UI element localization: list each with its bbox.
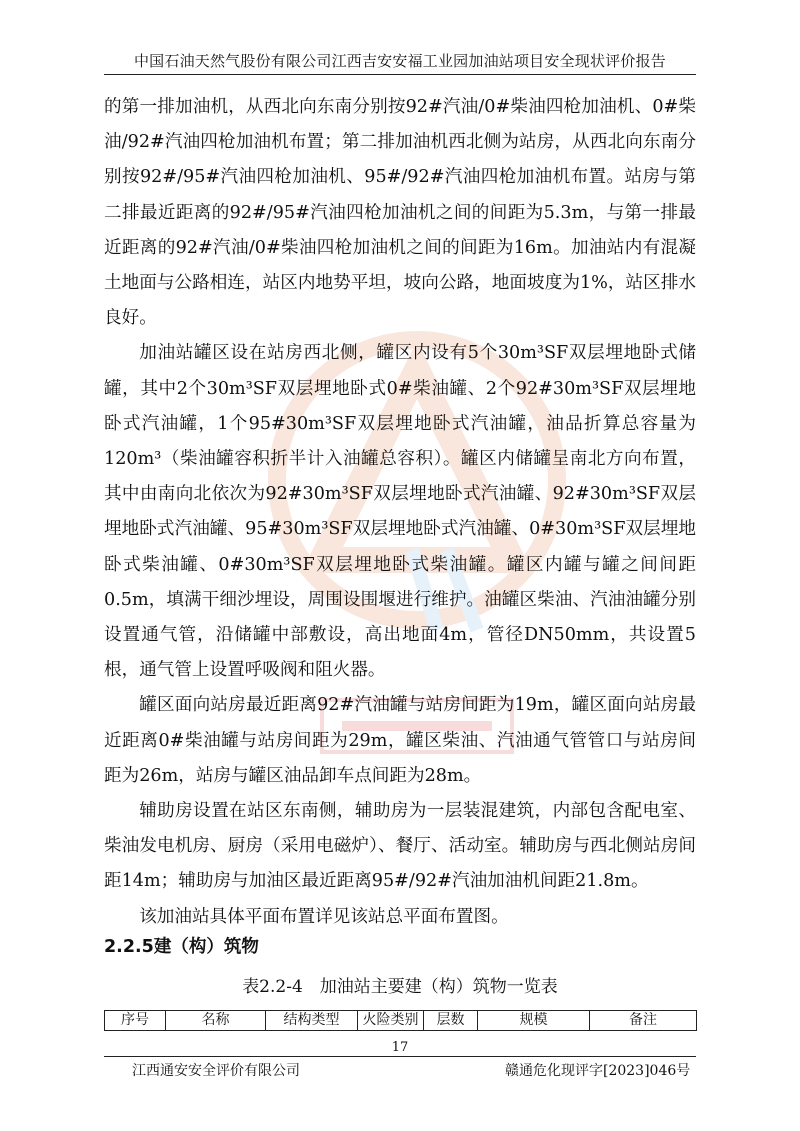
paragraph-tank-distances: 罐区面向站房最近距离92#汽油罐与站房间距为19m，罐区面向站房最近距离0#柴油罐与站房间距为29m，罐区柴油、汽油通气管管口与站房间距为26m，站房与罐区油品卸车点间距为28m。 bbox=[104, 695, 696, 786]
column-header: 结构类型 bbox=[266, 1011, 358, 1031]
body-text bbox=[104, 90, 696, 935]
paragraph-tank-area: 加油站罐区设在站房西北侧，罐区内设有5个30m³SF双层埋地卧式储罐，其中2个30m³SF双层埋地卧式0#柴油罐、2个92#30m³SF双层埋地卧式汽油罐，1个95#30m³SF双层埋地卧式汽油罐，油品折算总容量为120m³（柴油罐容积折半计入油罐总容积）。罐区内储罐呈南北方向布置，其中由南向北依次为92#30m³SF双层埋地卧式汽油罐、92#30m³SF双层埋地卧式汽油罐、95#30m³SF双层埋地卧式汽油罐、0#30m³SF双层埋地卧式柴油罐、0#30m³SF双层埋地卧式柴油罐。罐区内罐与罐之间间距0.5m，填满干细沙埋设，周围设围堰进行维护。油罐区柴油、汽油油罐分别设置通气管，沿储罐中部敷设，高出地面4m，管径DN50mm，共设置5根，通气管上设置呼吸阀和阻火器。 bbox=[104, 343, 696, 681]
page-number: 17 bbox=[391, 1040, 409, 1055]
column-header: 规模 bbox=[478, 1011, 590, 1031]
column-header: 名称 bbox=[166, 1011, 266, 1031]
column-header: 火险类别 bbox=[358, 1011, 424, 1031]
section-heading: 2.2.5建（构）筑物 bbox=[104, 937, 259, 957]
footer-company: 江西通安安全评价有限公司 bbox=[132, 1063, 300, 1079]
paragraph-auxiliary-building: 辅助房设置在站区东南侧，辅助房为一层装混建筑，内部包含配电室、柴油发电机房、厨房（采用电磁炉）、餐厅、活动室。辅助房与西北侧站房间距14m；辅助房与加油区最近距离95#/92#汽油加油机间距21.8m。 bbox=[104, 801, 696, 892]
column-header: 层数 bbox=[424, 1011, 478, 1031]
header-divider bbox=[104, 74, 696, 75]
report-header-title: 中国石油天然气股份有限公司江西吉安安福工业园加油站项目安全现状评价报告 bbox=[133, 52, 666, 70]
table-header-row bbox=[105, 1011, 697, 1031]
table-caption: 表2.2-4 加油站主要建（构）筑物一览表 bbox=[242, 977, 558, 997]
paragraph-dispenser-layout: 的第一排加油机，从西北向东南分别按92#汽油/0#柴油四枪加油机、0#柴油/92#汽油四枪加油机布置；第二排加油机西北侧为站房，从西北向东南分别按92#/95#汽油四枪加油机、95#/92#汽油四枪加油机布置。站房与第二排最近距离的92#/95#汽油四枪加油机之间的间距为5.3m，与第一排最近距离的92#汽油/0#柴油四枪加油机之间的间距为16m。加油站内有混凝土地面与公路相连，站区内地势平坦，坡向公路，地面坡度为1%，站区排水良好。 bbox=[104, 97, 696, 329]
paragraph-layout-reference: 该加油站具体平面布置详见该站总平面布置图。 bbox=[139, 906, 509, 927]
column-header: 备注 bbox=[590, 1011, 697, 1031]
footer-divider bbox=[104, 1056, 696, 1057]
column-header: 序号 bbox=[105, 1011, 166, 1031]
buildings-table bbox=[104, 1010, 697, 1031]
footer-report-number: 赣通危化现评字[2023]046号 bbox=[505, 1063, 691, 1079]
